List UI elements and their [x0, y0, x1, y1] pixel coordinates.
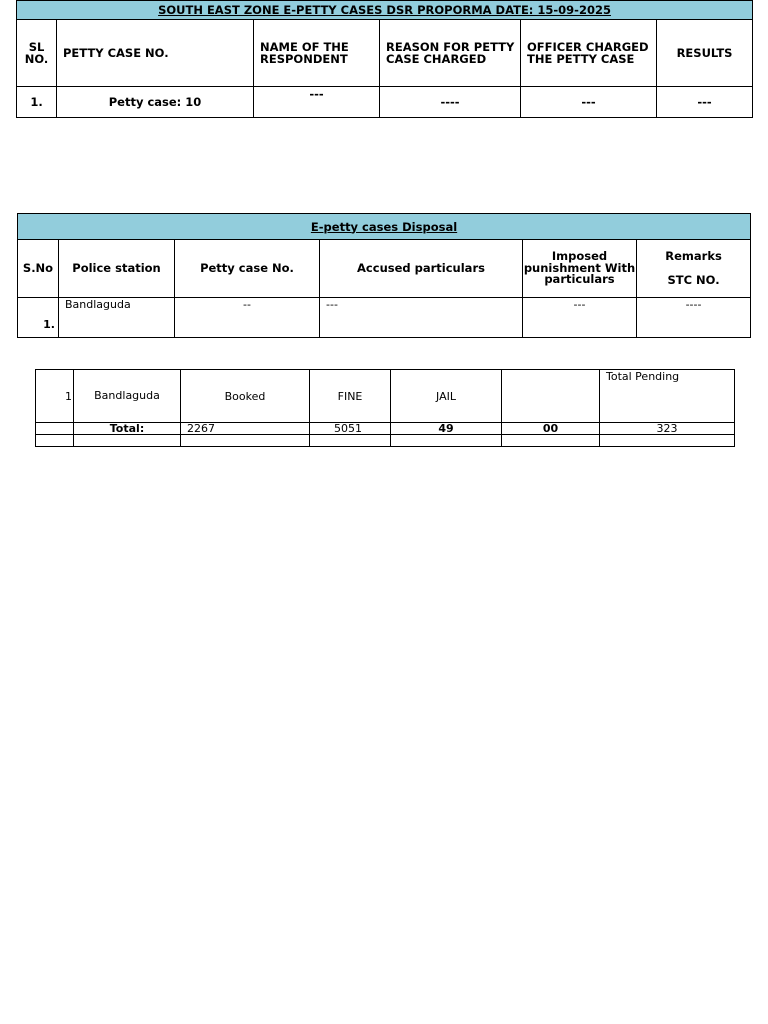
cell-respondent: --- — [254, 87, 380, 118]
summary-station-label: Bandlaguda — [94, 389, 160, 402]
total-booked: 2267 — [181, 423, 310, 435]
cell-sno: 1. — [18, 298, 59, 338]
header-remarks: Remarks — [665, 249, 722, 263]
header-reason: REASON FOR PETTY CASE CHARGED — [380, 20, 521, 87]
header-respondent: NAME OF THE RESPONDENT — [254, 20, 380, 87]
cell-punishment: --- — [523, 298, 637, 338]
cell-results: --- — [657, 87, 753, 118]
summary-row-number: 1 — [36, 370, 74, 423]
cell-reason: ---- — [380, 87, 521, 118]
summary-table — [35, 369, 735, 447]
empty-cell — [600, 435, 735, 447]
header-results: RESULTS — [657, 20, 753, 87]
summary-header-fine: FINE — [310, 370, 391, 423]
summary-header-blank — [502, 370, 600, 423]
header-petty-case-no: PETTY CASE NO. — [57, 20, 254, 87]
cell-sl-no: 1. — [17, 87, 57, 118]
summary-header-jail: JAIL — [391, 370, 502, 423]
empty-cell — [36, 435, 74, 447]
cell-petty-case-no: -- — [175, 298, 320, 338]
cell-police-station: Bandlaguda — [59, 298, 175, 338]
summary-station — [74, 370, 181, 423]
header-accused: Accused particulars — [320, 240, 523, 298]
cell-petty-case-no: Petty case: 10 — [57, 87, 254, 118]
header-sno: S.No — [18, 240, 59, 298]
total-label: Total: — [74, 423, 181, 435]
total-extra: 00 — [502, 423, 600, 435]
total-pending: 323 — [600, 423, 735, 435]
dsr-table-title: SOUTH EAST ZONE E-PETTY CASES DSR PROPORMA DATE: 15-09-2025 — [17, 1, 753, 20]
empty-cell — [502, 435, 600, 447]
petty-cases-dsr-table — [16, 0, 753, 118]
cell-officer: --- — [521, 87, 657, 118]
cell-remarks: ---- — [637, 298, 751, 338]
empty-cell — [391, 435, 502, 447]
total-jail: 49 — [391, 423, 502, 435]
disposal-table-title: E-petty cases Disposal — [18, 214, 751, 240]
header-petty-case-no: Petty case No. — [175, 240, 320, 298]
empty-cell — [74, 435, 181, 447]
total-fine: 5051 — [310, 423, 391, 435]
header-police-station: Police station — [59, 240, 175, 298]
total-empty-cell — [36, 423, 74, 435]
header-sl-no: SL NO. — [17, 20, 57, 87]
empty-cell — [181, 435, 310, 447]
header-officer: OFFICER CHARGED THE PETTY CASE — [521, 20, 657, 87]
summary-header-booked: Booked — [181, 370, 310, 423]
cell-accused: --- — [320, 298, 523, 338]
header-punishment: Imposed punishment With particulars — [523, 240, 637, 298]
summary-header-pending: Total Pending — [600, 370, 735, 423]
disposal-table — [17, 213, 751, 338]
header-remarks-stc — [637, 240, 751, 298]
header-stc: STC NO. — [667, 272, 720, 287]
empty-cell — [310, 435, 391, 447]
